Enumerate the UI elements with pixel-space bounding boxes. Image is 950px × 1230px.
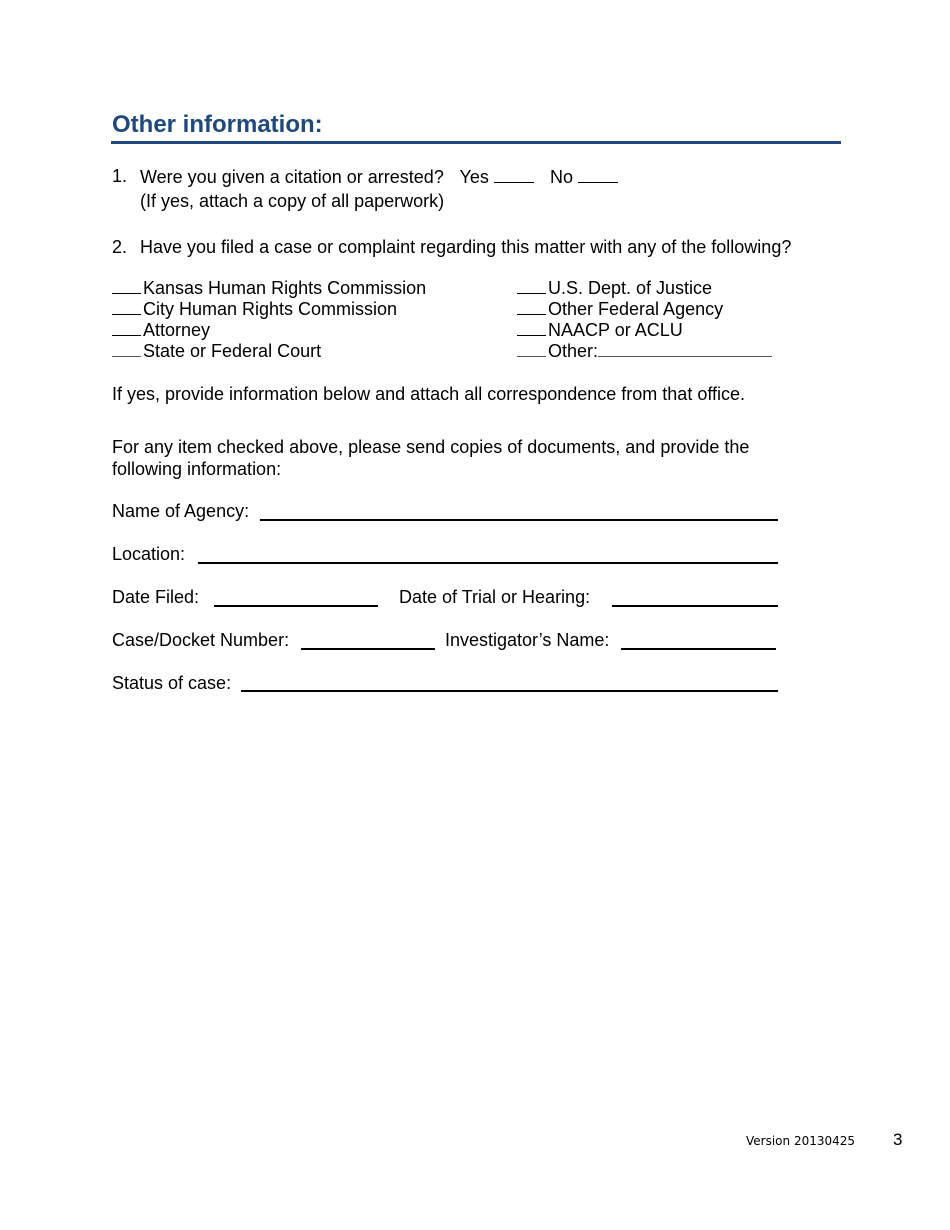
yes-label: Yes	[459, 167, 489, 187]
option-naacp-aclu	[517, 319, 683, 341]
question-1-note: (If yes, attach a copy of all paperwork)	[140, 191, 445, 211]
option-checkbox-blank[interactable]	[112, 340, 141, 357]
option-label: Attorney	[143, 320, 211, 340]
option-label: NAACP or ACLU	[548, 320, 683, 340]
option-label: U.S. Dept. of Justice	[548, 278, 713, 298]
question-1-number: 1.	[112, 166, 128, 186]
if-yes-instruction: If yes, provide information below and attach all correspondence from that office.	[112, 384, 746, 404]
agency-label: Name of Agency:	[112, 501, 250, 521]
option-other-federal	[517, 298, 723, 320]
question-1-text: Were you given a citation or arrested?	[140, 167, 444, 187]
case-number-field[interactable]	[301, 648, 435, 650]
option-label: Kansas Human Rights Commission	[143, 278, 427, 298]
yes-blank[interactable]	[494, 166, 534, 183]
location-label: Location:	[112, 544, 186, 564]
option-court	[112, 340, 321, 362]
date-filed-label: Date Filed:	[112, 587, 200, 607]
question-2-text: Have you filed a case or complaint regarding this matter with any of the following?	[140, 237, 792, 257]
section-heading: Other information:	[112, 111, 323, 138]
date-trial-label: Date of Trial or Hearing:	[399, 587, 591, 607]
page-number: 3	[893, 1130, 903, 1149]
status-field[interactable]	[241, 690, 778, 692]
version-label: Version 20130425	[746, 1134, 856, 1148]
status-label: Status of case:	[112, 673, 232, 693]
option-checkbox-blank[interactable]	[112, 298, 141, 315]
option-checkbox-blank[interactable]	[517, 298, 546, 315]
case-number-label: Case/Docket Number:	[112, 630, 290, 650]
option-label: Other Federal Agency	[548, 299, 724, 319]
option-other	[517, 340, 774, 362]
heading-divider	[111, 141, 841, 144]
question-2-number: 2.	[112, 237, 128, 257]
question-1-row	[140, 166, 618, 188]
instructions-line-2: following information:	[112, 459, 282, 479]
investigator-field[interactable]	[621, 648, 776, 650]
option-label: State or Federal Court	[143, 341, 322, 361]
option-doj	[517, 277, 712, 299]
option-checkbox-blank[interactable]	[112, 319, 141, 336]
option-city-hrc	[112, 298, 397, 320]
instructions-line-1: For any item checked above, please send copies of documents, and provide the	[112, 437, 750, 457]
option-label: City Human Rights Commission	[143, 299, 398, 319]
date-trial-field[interactable]	[612, 605, 778, 607]
agency-field[interactable]	[260, 519, 778, 521]
option-checkbox-blank[interactable]	[517, 277, 546, 294]
option-checkbox-blank[interactable]	[517, 340, 546, 357]
option-kansas-hrc	[112, 277, 426, 299]
investigator-label: Investigator’s Name:	[445, 630, 610, 650]
location-field[interactable]	[198, 562, 778, 564]
option-checkbox-blank[interactable]	[517, 319, 546, 336]
option-label: Other:	[548, 341, 599, 361]
no-blank[interactable]	[578, 166, 618, 183]
option-attorney	[112, 319, 210, 341]
date-filed-field[interactable]	[214, 605, 378, 607]
other-specify-blank[interactable]	[598, 340, 772, 357]
no-label: No	[549, 167, 573, 187]
option-checkbox-blank[interactable]	[112, 277, 141, 294]
